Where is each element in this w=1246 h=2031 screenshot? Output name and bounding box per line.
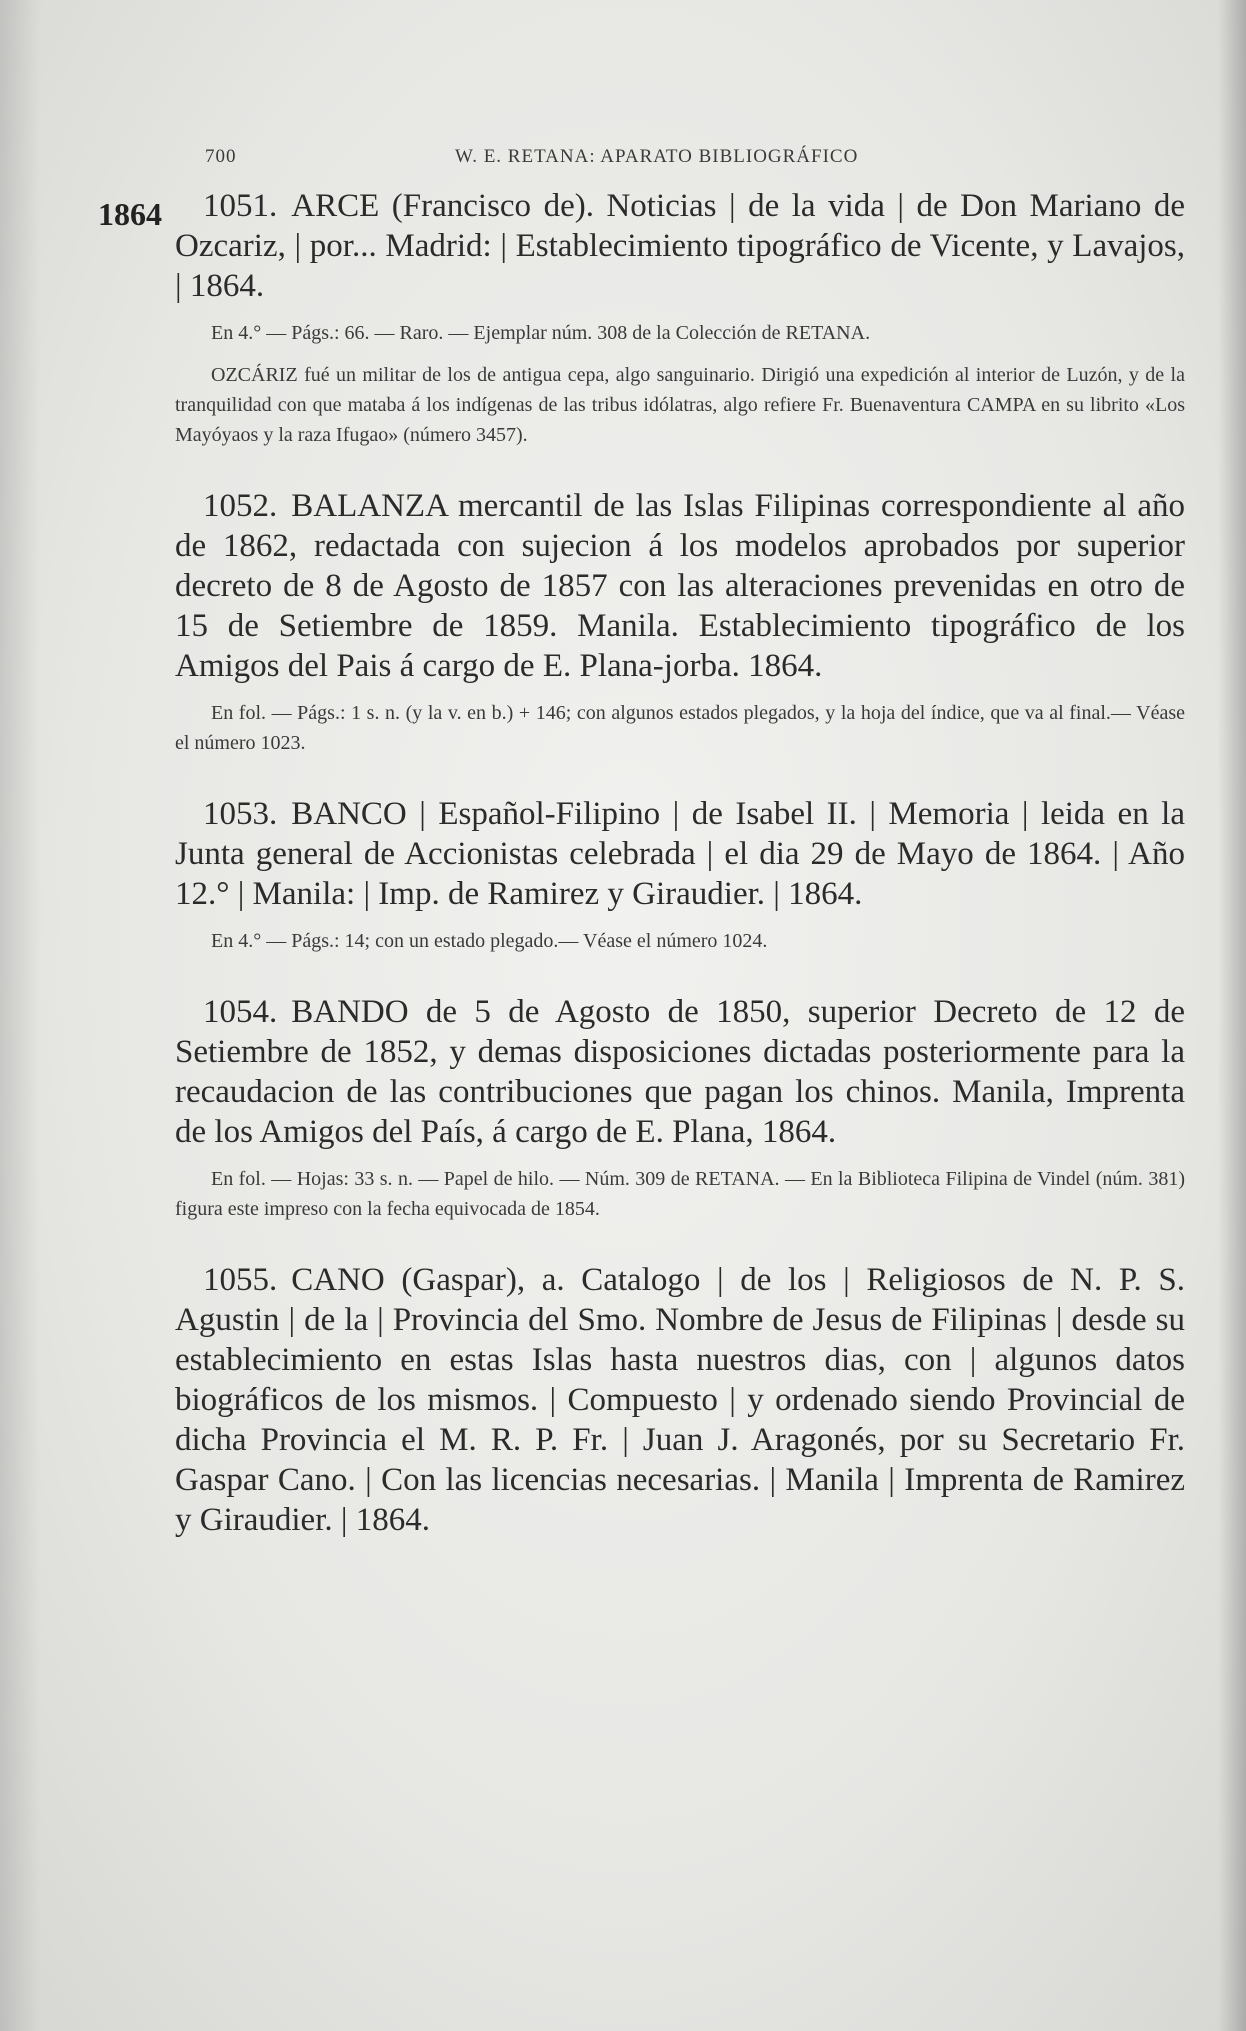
page-number: 700	[205, 146, 237, 167]
spacer	[175, 472, 1185, 486]
page-shadow-left	[0, 0, 40, 2031]
entry-note: En fol. — Hojas: 33 s. n. — Papel de hilo. — Núm. 309 de RETANA. — En la Biblioteca Filipina de Vindel (núm. 381) figura este impreso con la fecha equivocada de 1854.	[175, 1168, 1185, 1220]
entry-title-text: BANCO | Español-Filipino | de Isabel II. | Memoria | leida en la Junta general de Accionistas celebrada | el dia 29 de Mayo de 1864. | Año 12.° | Manila: | Imp. de Ramirez y Giraudier. | 1864.	[175, 796, 1185, 912]
entry-1053	[175, 794, 1185, 956]
bibliography-entries	[175, 186, 1185, 1562]
entry-title-text: BANDO de 5 de Agosto de 1850, superior Decreto de 12 de Setiembre de 1852, y demas disposiciones dictadas posteriormente para la recaudacion de las contribuciones que pagan los chinos. Manila, Imprenta de los Amigos del País, á cargo de E. Plana, 1864.	[175, 994, 1185, 1150]
year-marker: 1864	[98, 196, 162, 232]
entry-number: 1051.	[203, 188, 278, 224]
entry-note: En fol. — Págs.: 1 s. n. (y la v. en b.) + 146; con algunos estados plegados, y la hoja del índice, que va al final.— Véase el número 1023.	[175, 702, 1185, 754]
entry-title	[175, 1260, 1185, 1540]
entry-title-text: CANO (Gaspar), a. Catalogo | de los | Religiosos de N. P. S. Agustin | de la | Provincia del Smo. Nombre de Jesus de Filipinas | desde su establecimiento en estas Islas hasta nuestros dias, con | algunos datos biográficos de los mismos. | Compuesto | y ordenado siendo Provincial de dicha Provincia el M. R. P. Fr. | Juan J. Aragonés, por su Secretario Fr. Gaspar Cano. | Con las licencias necesarias. | Manila | Imprenta de Ramirez y Giraudier. | 1864.	[175, 1262, 1185, 1538]
spacer	[175, 978, 1185, 992]
entry-title	[175, 992, 1185, 1152]
entry-note: OZCÁRIZ fué un militar de los de antigua cepa, algo sanguinario. Dirigió una expedición al interior de Luzón, y de la tranquilidad con que mataba á los indígenas de las tribus idólatras, algo refiere Fr. Buenaventura CAMPA en su librito «Los Mayóyaos y la raza Ifugao» (número 3457).	[175, 364, 1185, 446]
entry-number: 1055.	[203, 1262, 278, 1298]
entry-number: 1052.	[203, 488, 278, 524]
entry-title-text: ARCE (Francisco de). Noticias | de la vida | de Don Mariano de Ozcariz, | por... Madrid: | Establecimiento tipográfico de Vicente, y Lavajos, | 1864.	[175, 188, 1185, 304]
spacer	[175, 780, 1185, 794]
running-title: W. E. RETANA: APARATO BIBLIOGRÁFICO	[455, 146, 859, 167]
entry-number: 1053.	[203, 796, 278, 832]
entry-1052	[175, 486, 1185, 758]
entry-number: 1054.	[203, 994, 278, 1030]
spacer	[175, 1246, 1185, 1260]
entry-note: En 4.° — Págs.: 66. — Raro. — Ejemplar núm. 308 de la Colección de RETANA.	[211, 322, 871, 344]
entry-1051	[175, 186, 1185, 450]
page-shadow-right	[1218, 0, 1246, 2031]
entry-title-text: BALANZA mercantil de las Islas Filipinas correspondiente al año de 1862, redactada con sujecion á los modelos aprobados por superior decreto de 8 de Agosto de 1857 con las alteraciones prevenidas en otro de 15 de Setiembre de 1859. Manila. Establecimiento tipográfico de los Amigos del Pais á cargo de E. Plana-jorba. 1864.	[175, 488, 1185, 684]
entry-title	[175, 794, 1185, 914]
entry-title	[175, 486, 1185, 686]
entry-1054	[175, 992, 1185, 1224]
entry-note: En 4.° — Págs.: 14; con un estado plegado.— Véase el número 1024.	[211, 930, 768, 952]
entry-1055	[175, 1260, 1185, 1540]
entry-title	[175, 186, 1185, 306]
